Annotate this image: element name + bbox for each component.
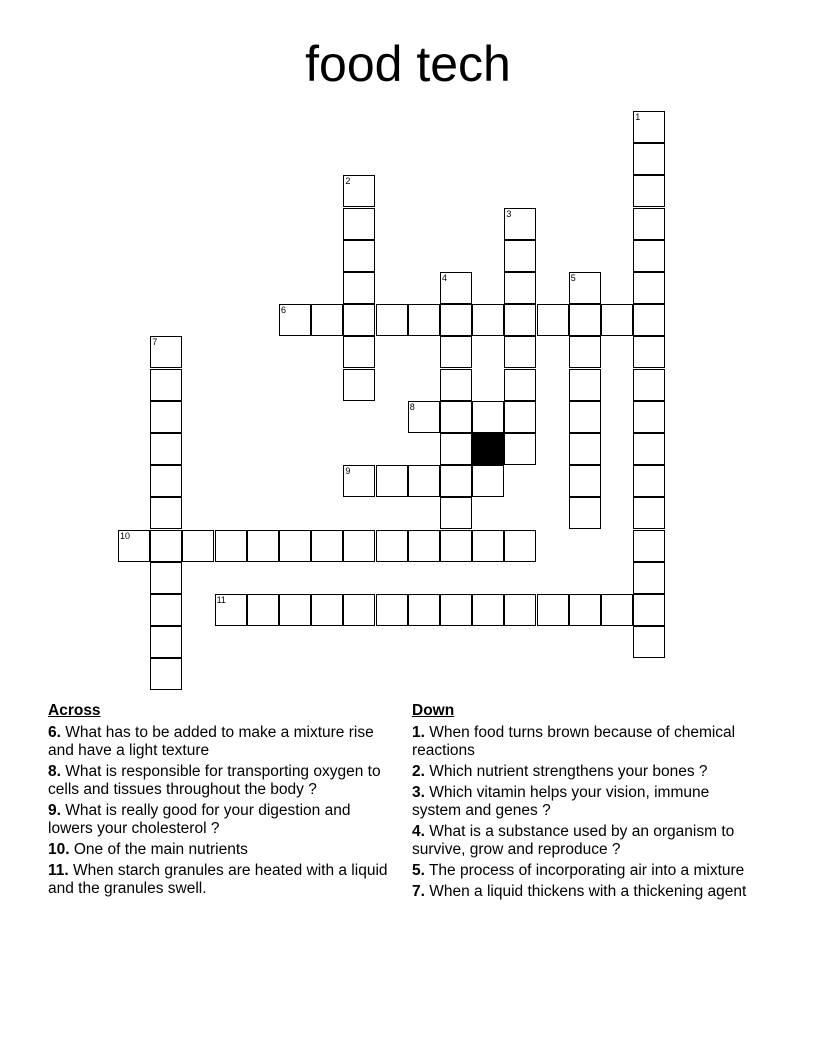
grid-cell[interactable] [504,304,536,336]
grid-cell[interactable] [633,465,665,497]
grid-cell[interactable] [633,401,665,433]
grid-cell[interactable] [504,208,536,240]
grid-cell[interactable] [343,530,375,562]
grid-cell[interactable] [343,336,375,368]
grid-cell[interactable] [215,594,247,626]
grid-cell[interactable] [311,304,343,336]
clue-down-5: 5. The process of incorporating air into a mixture [412,862,745,879]
grid-cell[interactable] [118,530,150,562]
grid-cell[interactable] [150,530,182,562]
grid-cell[interactable] [633,111,665,143]
clue-number: 1 [635,112,641,122]
grid-cell[interactable] [472,465,504,497]
grid-cell[interactable] [633,208,665,240]
across-heading: Across [48,702,101,719]
clue-across-8: 8. What is responsible for transporting oxygen to cells and tissues throughout the body ? [48,763,381,798]
grid-cell[interactable] [633,272,665,304]
grid-cell[interactable] [408,401,440,433]
grid-cell[interactable] [504,530,536,562]
grid-cell[interactable] [633,433,665,465]
grid-cell[interactable] [633,336,665,368]
grid-cell[interactable] [504,336,536,368]
clue-number: 4 [442,273,448,283]
grid-cell[interactable] [440,304,472,336]
grid-cell[interactable] [472,401,504,433]
grid-cell[interactable] [150,336,182,368]
grid-cell[interactable] [440,433,472,465]
grid-cell[interactable] [376,304,408,336]
clue-across-11: 11. When starch granules are heated with a liquid and the granules swell. [48,862,388,897]
clue-down-4: 4. What is a substance used by an organism to survive, grow and reproduce ? [412,823,735,858]
clue-down-3: 3. Which vitamin helps your vision, immune system and genes ? [412,784,710,819]
grid-cell[interactable] [633,304,665,336]
grid-cell[interactable] [633,369,665,401]
grid-cell[interactable] [343,240,375,272]
grid-cell[interactable] [472,530,504,562]
grid-cell[interactable] [247,594,279,626]
grid-cell[interactable] [440,401,472,433]
grid-cell[interactable] [569,369,601,401]
grid-cell[interactable] [182,530,214,562]
grid-cell[interactable] [569,497,601,529]
grid-cell[interactable] [504,272,536,304]
clue-down-2: 2. Which nutrient strengthens your bones ? [412,763,708,780]
grid-cell[interactable] [504,433,536,465]
grid-cell[interactable] [376,465,408,497]
grid-cell[interactable] [150,433,182,465]
grid-cell[interactable] [601,594,633,626]
grid-cell[interactable] [343,175,375,207]
grid-cell[interactable] [376,594,408,626]
grid-cell[interactable] [440,272,472,304]
clue-across-9: 9. What is really good for your digestion and lowers your cholesterol ? [48,802,351,837]
clue-down-7: 7. When a liquid thickens with a thickening agent [412,883,747,900]
grid-cell[interactable] [279,530,311,562]
grid-cell[interactable] [569,336,601,368]
grid-cell[interactable] [343,465,375,497]
grid-cell[interactable] [376,530,408,562]
grid-cell[interactable] [279,304,311,336]
clue-number: 3 [506,208,512,219]
clue-number: 7 [152,337,158,348]
grid-cell[interactable] [150,401,182,433]
grid-cell[interactable] [569,433,601,465]
grid-cell[interactable] [633,626,665,658]
grid-cell[interactable] [311,594,343,626]
grid-cell[interactable] [440,497,472,529]
grid-cell[interactable] [633,175,665,207]
black-square [472,433,504,465]
down-heading: Down [412,702,455,719]
grid-cell[interactable] [440,336,472,368]
grid-cell[interactable] [537,304,569,336]
clue-across-10: 10. One of the main nutrients [48,841,248,858]
clue-number: 8 [409,401,415,412]
puzzle-title: food tech [305,36,511,92]
grid-cell[interactable] [633,562,665,594]
grid-cell[interactable] [408,465,440,497]
grid-cell[interactable] [408,304,440,336]
grid-cell[interactable] [633,143,665,175]
grid-cell[interactable] [150,497,182,529]
clue-number: 2 [345,176,351,187]
clue-number: 6 [281,305,287,316]
grid-cell[interactable] [601,304,633,336]
grid-cell[interactable] [408,530,440,562]
down-clues [412,702,762,904]
grid-cell[interactable] [343,369,375,401]
grid-cell[interactable] [633,530,665,562]
grid-cell[interactable] [150,594,182,626]
clue-number: 9 [345,466,351,477]
grid-cell[interactable] [569,401,601,433]
grid-cell[interactable] [472,304,504,336]
grid-cell[interactable] [215,530,247,562]
grid-cell[interactable] [504,369,536,401]
grid-cell[interactable] [440,594,472,626]
grid-cell[interactable] [569,272,601,304]
grid-cell[interactable] [440,530,472,562]
grid-cell[interactable] [504,401,536,433]
clue-number: 11 [216,595,226,605]
grid-cell[interactable] [537,594,569,626]
grid-cell[interactable] [247,530,279,562]
grid-cell[interactable] [472,594,504,626]
grid-cell[interactable] [343,208,375,240]
clue-across-6: 6. What has to be added to make a mixture rise and have a light texture [48,724,374,759]
clue-number: 5 [570,273,576,283]
grid-cell[interactable] [343,272,375,304]
grid-cell[interactable] [440,465,472,497]
grid-cell[interactable] [440,369,472,401]
grid-cell[interactable] [633,240,665,272]
grid-cell[interactable] [150,626,182,658]
grid-cell[interactable] [504,594,536,626]
clue-number: 10 [120,530,131,541]
grid-cell[interactable] [150,562,182,594]
across-clues [48,702,393,901]
grid-cell[interactable] [408,594,440,626]
grid-cell[interactable] [569,594,601,626]
grid-cell[interactable] [343,304,375,336]
grid-cell[interactable] [279,594,311,626]
grid-cell[interactable] [311,530,343,562]
grid-cell[interactable] [569,465,601,497]
grid-cell[interactable] [569,304,601,336]
grid-cell[interactable] [343,594,375,626]
clue-down-1: 1. When food turns brown because of chemical reactions [412,724,736,759]
grid-cell[interactable] [150,369,182,401]
grid-cell[interactable] [150,465,182,497]
grid-cell[interactable] [633,497,665,529]
grid-cell[interactable] [504,240,536,272]
grid-cell[interactable] [150,658,182,690]
grid-cell[interactable] [633,594,665,626]
